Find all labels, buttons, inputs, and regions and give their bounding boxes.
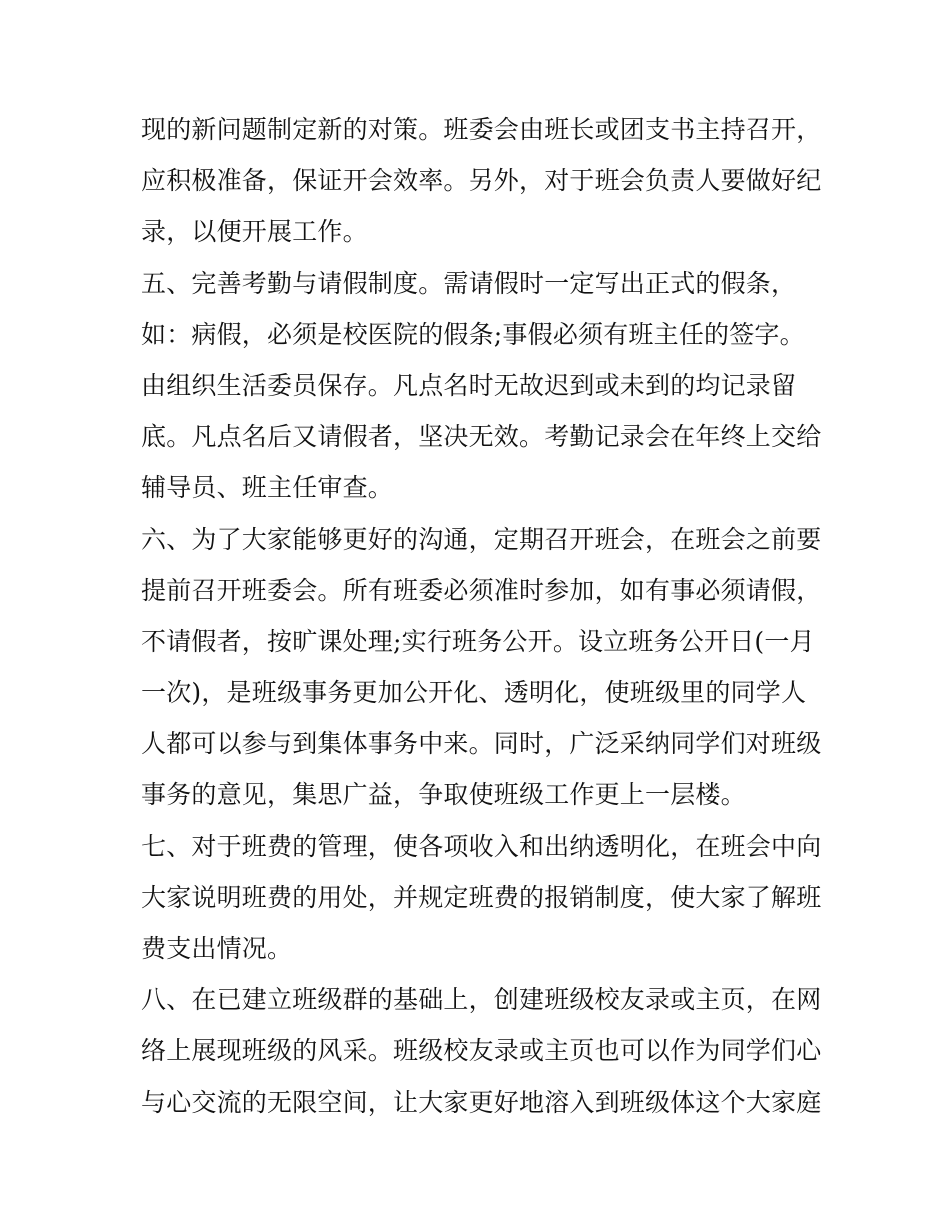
text-line: 大家说明班费的用处，并规定班费的报销制度，使大家了解班 [141,882,822,912]
text-line: 与心交流的无限空间，让大家更好地溶入到班级体这个大家庭 [141,1087,822,1117]
text-line: 事务的意见，集思广益，争取使班级工作更上一层楼。 [141,780,746,810]
text-line: 费支出情况。 [141,934,293,963]
text-line: 七、对于班费的管理，使各项收入和出纳透明化，在班会中向 [141,831,822,861]
document-body [141,104,821,1128]
text-line: 八、在已建立班级群的基础上，创建班级校友录或主页，在网 [141,985,822,1015]
text-line: 由组织生活委员保存。凡点名时无故迟到或未到的均记录留 [141,370,797,400]
text-line: 六、为了大家能够更好的沟通，定期召开班会，在班会之前要 [141,524,822,554]
text-line: 一次)，是班级事务更加公开化、透明化，使班级里的同学人 [141,678,807,708]
text-line: 辅导员、班主任审查。 [141,473,394,503]
text-line: 应积极准备，保证开会效率。另外，对于班会负责人要做好纪 [141,166,822,196]
text-line: 人都可以参与到集体事务中来。同时，广泛采纳同学们对班级 [141,729,822,759]
text-line: 络上展现班级的风采。班级校友录或主页也可以作为同学们心 [141,1036,822,1066]
text-line: 不请假者，按旷课处理;实行班务公开。设立班务公开日(一月 [141,626,815,656]
text-line: 录，以便开展工作。 [141,217,368,247]
text-line: 底。凡点名后又请假者，坚决无效。考勤记录会在年终上交给 [141,422,822,452]
text-line: 提前召开班委会。所有班委必须准时参加，如有事必须请假， [141,575,822,605]
text-line: 如：病假，必须是校医院的假条;事假必须有班主任的签字。 [141,319,805,349]
text-line: 五、完善考勤与请假制度。需请假时一定写出正式的假条， [141,268,797,298]
text-line: 现的新问题制定新的对策。班委会由班长或团支书主持召开， [141,115,822,144]
